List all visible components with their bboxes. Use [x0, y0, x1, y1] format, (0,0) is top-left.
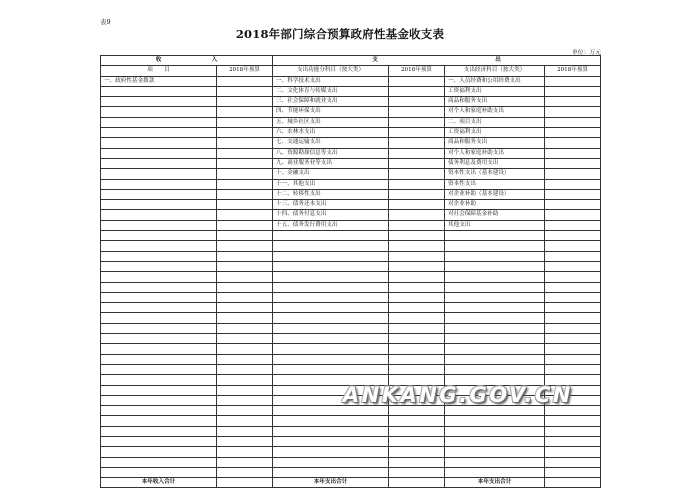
expense-function-item [273, 292, 389, 302]
expense-function-item: 五、城乡社区支出 [273, 117, 389, 127]
table-row [101, 282, 601, 292]
expense-economic-item [445, 354, 545, 364]
expense-function-item [273, 323, 389, 333]
table-row [101, 323, 601, 333]
expense-function-amount [389, 231, 445, 241]
income-amount [217, 426, 273, 436]
expense-function-amount [389, 303, 445, 313]
income-amount [217, 231, 273, 241]
expense-function-item [273, 282, 389, 292]
expense-function-amount [389, 364, 445, 374]
income-item [101, 117, 217, 127]
expense-economic-item [445, 334, 545, 344]
income-item [101, 385, 217, 395]
expense-function-amount [389, 406, 445, 416]
income-section-header: 收 入 [101, 56, 273, 66]
income-item [101, 200, 217, 210]
income-amount [217, 344, 273, 354]
expense-function-amount [389, 169, 445, 179]
table-row [101, 354, 601, 364]
expense-function-item: 三、社会保障和就业支出 [273, 97, 389, 107]
income-amount [217, 272, 273, 282]
expense-economic-item [445, 457, 545, 467]
expense-economic-item: 商品和服务支出 [445, 138, 545, 148]
expense-function-amount [389, 86, 445, 96]
income-amount [217, 189, 273, 199]
expense-function-item [273, 354, 389, 364]
table-row [101, 179, 601, 189]
income-item [101, 138, 217, 148]
expense-function-amount [389, 138, 445, 148]
expense-economic-amount [545, 189, 601, 199]
expense-economic-amount [545, 416, 601, 426]
expense-function-amount [389, 467, 445, 477]
expense-economic-amount [545, 231, 601, 241]
expense-function-amount [389, 158, 445, 168]
table-row [101, 158, 601, 168]
expense-function-amount [389, 282, 445, 292]
income-item [101, 158, 217, 168]
income-amount [217, 169, 273, 179]
table-row [101, 416, 601, 426]
expense-function-amount [389, 354, 445, 364]
expense-economic-item: 商品和服务支出 [445, 97, 545, 107]
expense-economic-item: 工资福利支出 [445, 128, 545, 138]
table-row [101, 220, 601, 230]
income-amount [217, 261, 273, 271]
income-amount [217, 86, 273, 96]
table-row [101, 292, 601, 302]
expense-economic-item: 对企业补助 [445, 200, 545, 210]
expense-function-item: 九、商业服务业等支出 [273, 158, 389, 168]
expense-function-item [273, 334, 389, 344]
income-item [101, 436, 217, 446]
expense-economic-amount [545, 436, 601, 446]
expense-econ-total-value [545, 478, 601, 488]
table-row [101, 261, 601, 271]
table-row [101, 128, 601, 138]
expense-economic-item [445, 231, 545, 241]
expense-economic-item [445, 426, 545, 436]
table-row [101, 107, 601, 117]
income-item [101, 148, 217, 158]
income-amount [217, 282, 273, 292]
table-row [101, 251, 601, 261]
expense-function-amount [389, 148, 445, 158]
expense-function-amount [389, 251, 445, 261]
income-item [101, 447, 217, 457]
expense-function-amount [389, 179, 445, 189]
column-header: 2018年预算 [389, 66, 445, 76]
expense-economic-item [445, 303, 545, 313]
table-row [101, 457, 601, 467]
expense-function-amount [389, 241, 445, 251]
expense-function-amount [389, 189, 445, 199]
expense-function-amount [389, 426, 445, 436]
expense-function-item [273, 261, 389, 271]
income-amount [217, 97, 273, 107]
expense-economic-amount [545, 86, 601, 96]
income-amount [217, 395, 273, 405]
income-item [101, 86, 217, 96]
income-amount [217, 313, 273, 323]
expense-economic-item [445, 292, 545, 302]
expense-function-item [273, 231, 389, 241]
column-header: 2018年预算 [217, 66, 273, 76]
expense-function-amount [389, 272, 445, 282]
income-item [101, 426, 217, 436]
expense-economic-amount [545, 447, 601, 457]
income-item [101, 395, 217, 405]
expense-economic-amount [545, 179, 601, 189]
expense-function-amount [389, 323, 445, 333]
expense-economic-item: 对个人和家庭补助支出 [445, 107, 545, 117]
expense-economic-item [445, 313, 545, 323]
expense-function-item: 十二、转移性支出 [273, 189, 389, 199]
income-item [101, 344, 217, 354]
expense-function-amount [389, 107, 445, 117]
expense-economic-item [445, 436, 545, 446]
expense-function-amount [389, 292, 445, 302]
table-row [101, 241, 601, 251]
expense-function-item: 六、农林水支出 [273, 128, 389, 138]
expense-economic-item [445, 272, 545, 282]
table-row [101, 272, 601, 282]
income-item [101, 467, 217, 477]
table-row [101, 436, 601, 446]
income-amount [217, 323, 273, 333]
income-amount [217, 364, 273, 374]
income-amount [217, 241, 273, 251]
expense-economic-amount [545, 313, 601, 323]
income-amount [217, 107, 273, 117]
table-row [101, 313, 601, 323]
expense-economic-item: 对个人和家庭补助支出 [445, 148, 545, 158]
income-amount [217, 158, 273, 168]
expense-economic-item: 二、项目支出 [445, 117, 545, 127]
section-header-row [101, 56, 601, 66]
expense-function-amount [389, 76, 445, 86]
expense-function-amount [389, 220, 445, 230]
income-total-value [217, 478, 273, 488]
expense-economic-amount [545, 344, 601, 354]
income-item [101, 107, 217, 117]
income-item [101, 282, 217, 292]
income-amount [217, 138, 273, 148]
expense-economic-amount [545, 251, 601, 261]
expense-function-item [273, 272, 389, 282]
income-amount [217, 447, 273, 457]
income-item [101, 406, 217, 416]
expense-function-item [273, 447, 389, 457]
expense-function-amount [389, 210, 445, 220]
expense-function-item: 四、节能环保支出 [273, 107, 389, 117]
income-amount [217, 406, 273, 416]
table-row [101, 447, 601, 457]
income-amount [217, 303, 273, 313]
expense-economic-amount [545, 426, 601, 436]
income-amount [217, 251, 273, 261]
table-row [101, 426, 601, 436]
income-item [101, 292, 217, 302]
table-number: 表9 [100, 18, 111, 26]
expense-economic-item: 对社会保障基金补助 [445, 210, 545, 220]
expense-function-amount [389, 457, 445, 467]
expense-function-amount [389, 97, 445, 107]
expense-function-item: 十四、债务付息支出 [273, 210, 389, 220]
table-row [101, 189, 601, 199]
income-amount [217, 385, 273, 395]
expense-economic-amount [545, 220, 601, 230]
expense-economic-amount [545, 282, 601, 292]
expense-economic-item [445, 261, 545, 271]
table-row [101, 117, 601, 127]
income-item [101, 364, 217, 374]
expense-economic-item [445, 241, 545, 251]
expense-economic-item [445, 467, 545, 477]
expense-economic-item [445, 416, 545, 426]
income-item [101, 303, 217, 313]
table-row [101, 406, 601, 416]
table-row [101, 148, 601, 158]
income-amount [217, 467, 273, 477]
income-amount [217, 200, 273, 210]
expense-economic-item: 资本性支出 [445, 179, 545, 189]
expense-economic-amount [545, 138, 601, 148]
table-row [101, 200, 601, 210]
income-item [101, 251, 217, 261]
table-row [101, 169, 601, 179]
expense-economic-amount [545, 158, 601, 168]
income-item [101, 220, 217, 230]
expense-economic-item [445, 406, 545, 416]
expense-economic-amount [545, 457, 601, 467]
income-item [101, 210, 217, 220]
watermark: ANKANG.GOV.CN [343, 383, 573, 407]
expense-economic-amount [545, 210, 601, 220]
table-row [101, 467, 601, 477]
expense-function-item [273, 251, 389, 261]
income-amount [217, 179, 273, 189]
table-row [101, 86, 601, 96]
expense-economic-amount [545, 303, 601, 313]
expense-economic-item: 工资福利支出 [445, 86, 545, 96]
expense-economic-item [445, 282, 545, 292]
income-amount [217, 457, 273, 467]
income-amount [217, 148, 273, 158]
expense-function-amount [389, 117, 445, 127]
expense-function-amount [389, 128, 445, 138]
income-amount [217, 117, 273, 127]
expense-economic-amount [545, 292, 601, 302]
page-title: 2018年部门综合预算政府性基金收支表 [235, 27, 445, 41]
table-row [101, 303, 601, 313]
expense-economic-amount [545, 107, 601, 117]
income-amount [217, 354, 273, 364]
column-header-row [101, 66, 601, 76]
budget-table [100, 55, 601, 488]
income-item [101, 354, 217, 364]
income-item [101, 179, 217, 189]
expense-function-item [273, 303, 389, 313]
expense-economic-item: 一、人员经费和公用经费支出 [445, 76, 545, 86]
table-row [101, 364, 601, 374]
expense-function-item [273, 416, 389, 426]
expense-economic-amount [545, 76, 601, 86]
expense-economic-amount [545, 272, 601, 282]
income-item [101, 323, 217, 333]
expense-func-total-value [389, 478, 445, 488]
income-item [101, 241, 217, 251]
column-header: 项 目 [101, 66, 217, 76]
expense-function-item [273, 344, 389, 354]
income-amount [217, 436, 273, 446]
totals-row [101, 478, 601, 488]
income-item [101, 272, 217, 282]
income-item [101, 169, 217, 179]
expense-function-item [273, 406, 389, 416]
expense-function-amount [389, 334, 445, 344]
expense-function-amount [389, 436, 445, 446]
expense-function-item [273, 436, 389, 446]
expense-economic-amount [545, 261, 601, 271]
expense-economic-item [445, 251, 545, 261]
table-row [101, 231, 601, 241]
expense-economic-item [445, 364, 545, 374]
expense-function-item [273, 426, 389, 436]
column-header: 支出功能分科目（按大类） [273, 66, 389, 76]
expense-economic-item: 资本性支出（基本建设） [445, 169, 545, 179]
expense-function-item [273, 241, 389, 251]
income-item [101, 313, 217, 323]
table-row [101, 138, 601, 148]
table-row [101, 344, 601, 354]
table-row [101, 97, 601, 107]
expense-function-item: 七、交通运输支出 [273, 138, 389, 148]
income-item [101, 375, 217, 385]
income-amount [217, 334, 273, 344]
expense-economic-item [445, 344, 545, 354]
expense-function-amount [389, 344, 445, 354]
expense-economic-amount [545, 406, 601, 416]
table-row [101, 76, 601, 86]
income-amount [217, 128, 273, 138]
expense-economic-amount [545, 323, 601, 333]
income-item [101, 416, 217, 426]
expense-section-header: 支 出 [273, 56, 601, 66]
income-amount [217, 220, 273, 230]
expense-func-total-label: 本年支出合计 [273, 478, 389, 488]
expense-economic-item: 债务利息及费用支出 [445, 158, 545, 168]
expense-econ-total-label: 本年支出合计 [445, 478, 545, 488]
expense-function-item [273, 457, 389, 467]
expense-economic-amount [545, 117, 601, 127]
expense-economic-amount [545, 200, 601, 210]
expense-function-amount [389, 261, 445, 271]
expense-function-item: 十五、债务发行费用支出 [273, 220, 389, 230]
table-row [101, 210, 601, 220]
expense-economic-item: 对企业补助（基本建设） [445, 189, 545, 199]
income-amount [217, 292, 273, 302]
column-header: 支出经济科目（按大类） [445, 66, 545, 76]
expense-economic-item [445, 447, 545, 457]
expense-function-item [273, 364, 389, 374]
expense-function-item: 十一、其他支出 [273, 179, 389, 189]
income-item [101, 97, 217, 107]
expense-function-item: 十三、债务还本支出 [273, 200, 389, 210]
expense-economic-amount [545, 241, 601, 251]
expense-function-item: 十、金融支出 [273, 169, 389, 179]
expense-function-amount [389, 447, 445, 457]
income-amount [217, 210, 273, 220]
expense-economic-amount [545, 364, 601, 374]
expense-economic-amount [545, 169, 601, 179]
expense-function-item: 八、资源勘探信息等支出 [273, 148, 389, 158]
income-item [101, 189, 217, 199]
expense-economic-amount [545, 148, 601, 158]
income-item [101, 457, 217, 467]
unit-label: 单位：万元 [572, 50, 601, 56]
expense-function-item [273, 467, 389, 477]
income-item [101, 261, 217, 271]
income-item [101, 231, 217, 241]
income-item [101, 334, 217, 344]
expense-economic-item: 其他支出 [445, 220, 545, 230]
income-amount [217, 416, 273, 426]
table-row [101, 334, 601, 344]
income-item: 一、政府性基金拨款 [101, 76, 217, 86]
expense-function-item: 一、科学技术支出 [273, 76, 389, 86]
expense-function-item [273, 313, 389, 323]
income-amount [217, 76, 273, 86]
expense-function-amount [389, 200, 445, 210]
expense-economic-amount [545, 128, 601, 138]
expense-economic-amount [545, 334, 601, 344]
expense-function-item: 二、文化体育与传媒支出 [273, 86, 389, 96]
income-total-label: 本年收入合计 [101, 478, 217, 488]
expense-function-amount [389, 416, 445, 426]
income-item [101, 128, 217, 138]
income-amount [217, 375, 273, 385]
expense-economic-amount [545, 467, 601, 477]
expense-economic-amount [545, 97, 601, 107]
expense-function-amount [389, 313, 445, 323]
expense-economic-item [445, 323, 545, 333]
expense-economic-amount [545, 354, 601, 364]
column-header: 2018年预算 [545, 66, 601, 76]
